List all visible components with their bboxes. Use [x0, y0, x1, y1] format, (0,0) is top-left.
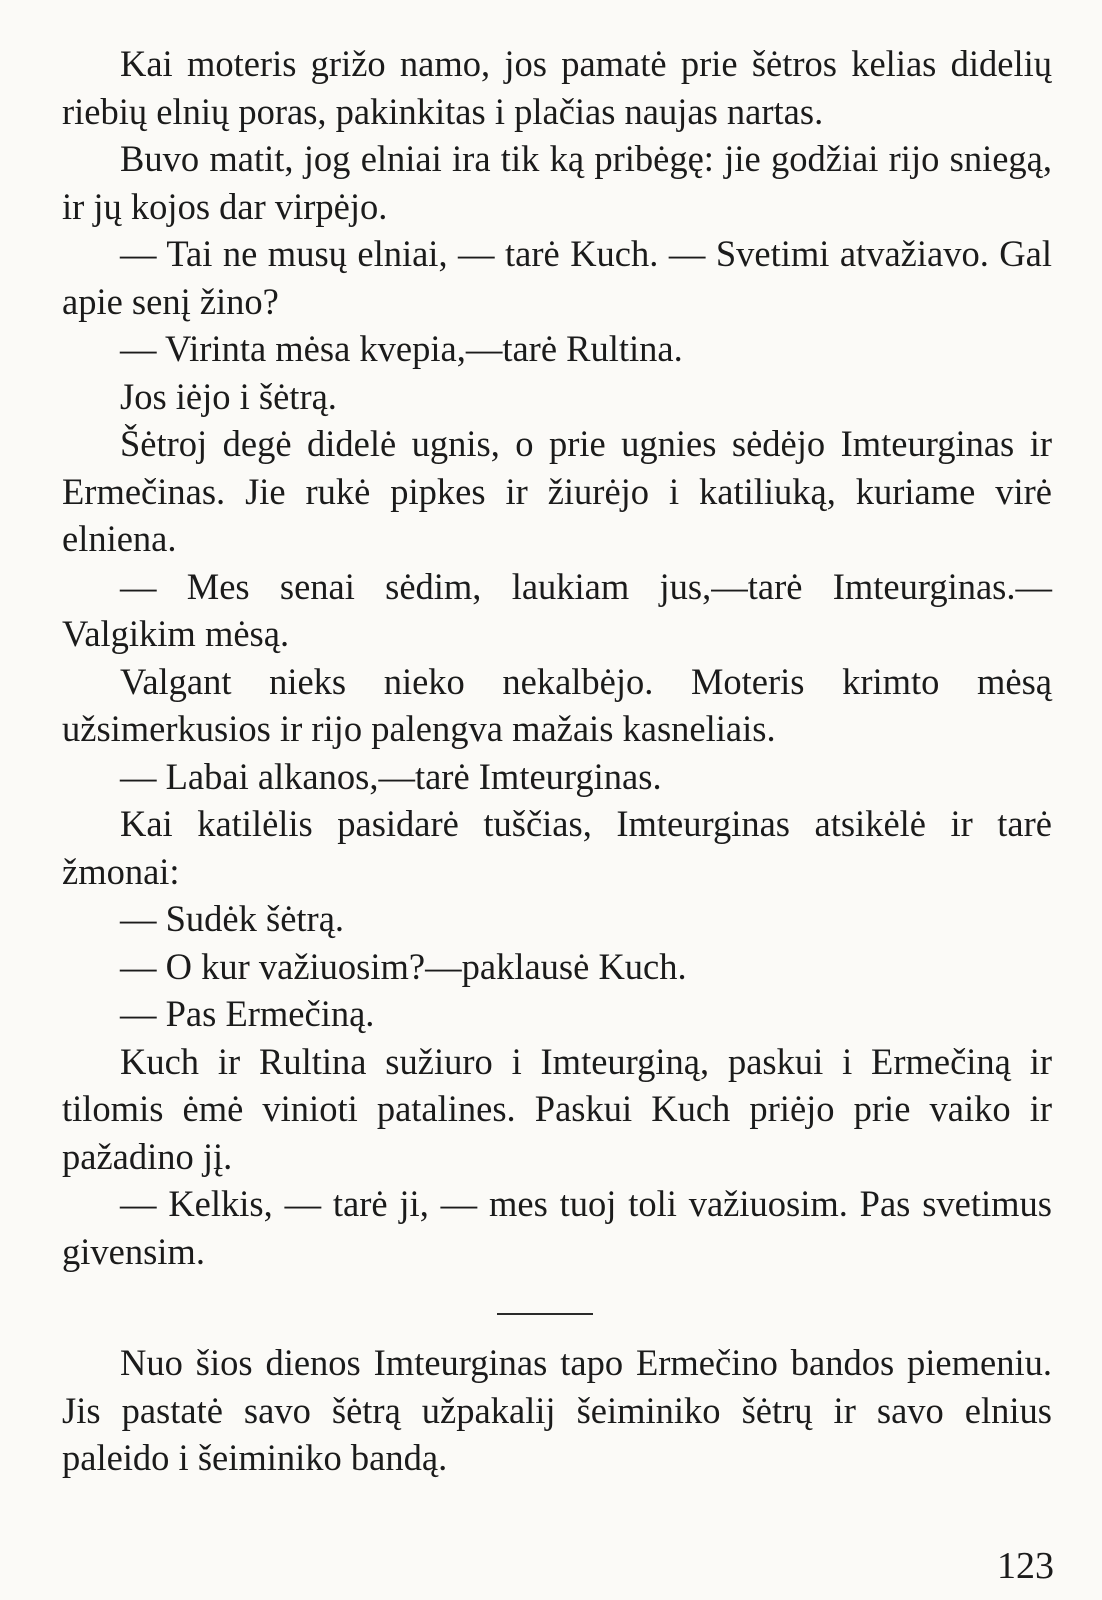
- paragraph: Šėtroj degė didelė ugnis, o prie ugnies sėdėjo Imteurginas ir Ermečinas. Jie rukė pipkes ir žiurėjo i katiliuką, kuriame virė elniena.: [62, 423, 1052, 559]
- paragraph: — Labai alkanos,—tarė Imteurginas.: [120, 755, 662, 797]
- paragraph: — Tai ne musų elniai, — tarė Kuch. — Svetimi atvažiavo. Gal apie senį žino?: [62, 233, 1052, 322]
- paragraph: — Kelkis, — tarė ji, — mes tuoj toli važiuosim. Pas svetimus givensim.: [62, 1183, 1052, 1272]
- section-divider: [497, 1313, 593, 1315]
- paragraph: Kai moteris grižo namo, jos pamatė prie šėtros kelias didelių riebių elnių poras, pakinkitas i plačias naujas nartas.: [62, 43, 1052, 132]
- page-text: [62, 40, 1052, 1482]
- paragraph: Buvo matit, jog elniai ira tik ką pribėgę: jie godžiai rijo sniegą, ir jų kojos dar virpėjo.: [62, 138, 1052, 227]
- paragraph: Valgant nieks nieko nekalbėjo. Moteris krimto mėsą užsimerkusios ir rijo palengva mažais kasneliais.: [62, 660, 1052, 749]
- paragraph: — Pas Ermečiną.: [120, 993, 375, 1034]
- paragraph: Kuch ir Rultina sužiuro i Imteurginą, paskui i Ermečiną ir tilomis ėmė vinioti patalines. Paskui Kuch priėjo prie vaiko ir pažadino jį.: [62, 1040, 1052, 1177]
- paragraph: — Sudėk šėtrą.: [120, 898, 345, 939]
- paragraph-after-break: Nuo šios dienos Imteurginas tapo Ermečino bandos piemeniu. Jis pastatė savo šėtrą užpakalij šeiminiko šėtrų ir savo elnius paleido i šeiminiko bandą.: [62, 1342, 1052, 1478]
- paragraph: — Virinta mėsa kvepia,—tarė Rultina.: [120, 328, 683, 369]
- paragraph: Kai katilėlis pasidarė tuščias, Imteurginas atsikėlė ir tarė žmonai:: [62, 803, 1052, 892]
- paragraph: — Mes senai sėdim, laukiam jus,—tarė Imteurginas.— Valgikim mėsą.: [62, 565, 1052, 654]
- page-number: 123: [997, 1545, 1054, 1587]
- paragraph: Jos iėjo i šėtrą.: [120, 375, 337, 417]
- paragraph: — O kur važiuosim?—paklausė Kuch.: [120, 945, 687, 987]
